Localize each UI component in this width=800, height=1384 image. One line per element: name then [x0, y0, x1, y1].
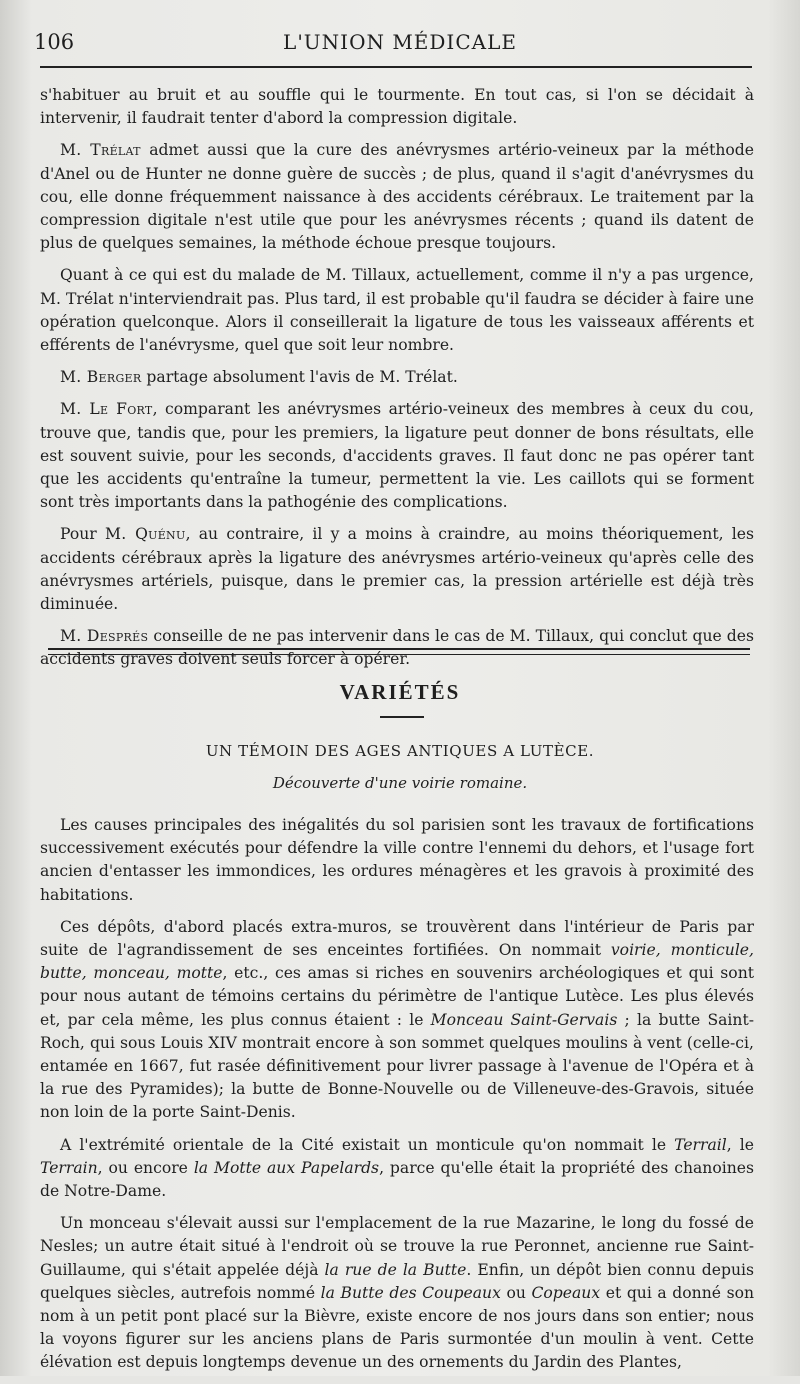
- running-title: L'UNION MÉDICALE: [283, 30, 517, 54]
- section-divider: [48, 648, 750, 655]
- article-text: [40, 814, 754, 1384]
- speaker-name: M. Trélat: [60, 141, 141, 160]
- paragraph: M. Després conseille de ne pas intervenir dans le cas de M. Tillaux, qui conclut que des accidents graves doivent seuls forcer à opérer.: [40, 627, 754, 669]
- article-title: UN TÉMOIN DES AGES ANTIQUES A LUTÈCE.: [205, 742, 595, 760]
- header-rule: [40, 66, 752, 68]
- paragraph: A l'extrémité orientale de la Cité existait un monticule qu'on nommait le Terrail, le Terrain, ou encore la Motte aux Papelards, parce qu'elle était la propriété des chanoines de Notre-Dame.: [40, 1135, 754, 1201]
- paragraph: Quant à ce qui est du malade de M. Tillaux, actuellement, comme il n'y a pas urgence, M. Trélat n'interviendrait pas. Plus tard, il est probable qu'il faudra se décider à faire une opération quelconque. Alors il conseillerait la ligature de tous les vaisseaux afférents et efférents de l'anévrysme, quel que soit leur nombre.: [40, 266, 754, 355]
- paragraph: Les causes principales des inégalités du sol parisien sont les travaux de fortifications successivement exécutés pour défendre la ville contre l'ennemi du dehors, et l'usage fort ancien d'entasser les immondices, les ordures ménagères et les gravois à proximité des habitations.: [40, 816, 754, 904]
- paragraph: s'habituer au bruit et au souffle qui le tourmente. En tout cas, si l'on se décidait à intervenir, il faudrait tenter d'abord la compression digitale.: [40, 86, 754, 128]
- section-heading: VARIÉTÉS: [339, 680, 461, 704]
- discussion-text: [40, 84, 754, 681]
- speaker-name: M. Després: [60, 627, 149, 646]
- speaker-name: M. Quénu: [105, 525, 186, 544]
- heading-rule: [380, 716, 424, 718]
- article-subtitle: Découverte d'une voirie romaine.: [272, 774, 528, 792]
- paragraph: Un monceau s'élevait aussi sur l'emplacement de la rue Mazarine, le long du fossé de Nesles; un autre était situé à l'endroit où se trouve la rue Peronnet, ancienne rue Saint-Guillaume, qui s'était appelée déjà la rue de la Butte. Enfin, un dépôt bien connu depuis quelques siècles, autrefois nommé la Butte des Coupeaux ou Copeaux et qui a donné son nom à un petit pont placé sur la Bièvre, existe encore de nos jours dans son entier; nous la voyons figurer sur les anciens plans de Paris surmontée d'un moulin à vent. Cette élévation est depuis longtemps devenue un des ornements du Jardin des Plantes,: [40, 1214, 754, 1372]
- paragraph: M. Le Fort, comparant les anévrysmes artério-veineux des membres à ceux du cou, trouve que, tandis que, pour les premiers, la ligature peut donner de bons résultats, elle est souvent suivie, pour les seconds, d'accidents graves. Il faut donc ne pas opérer tant que les accidents qu'entraîne la tumeur, permettent la vie. Les caillots qui se forment sont très importants dans la pathogénie des complications.: [40, 400, 754, 512]
- paragraph: Pour M. Quénu, au contraire, il y a moins à craindre, au moins théoriquement, les accidents cérébraux après la ligature des anévrysmes artério-veineux qu'après celle des anévrysmes artériels, puisque, dans le premier cas, la pression artérielle est déjà très diminuée.: [40, 525, 755, 614]
- speaker-name: M. Le Fort: [60, 400, 153, 419]
- paragraph: M. Berger partage absolument l'avis de M. Trélat.: [60, 368, 458, 387]
- paragraph: Ces dépôts, d'abord placés extra-muros, se trouvèrent dans l'intérieur de Paris par suite de l'agrandissement de ses enceintes fortifiées. On nommait voirie, monticule, butte, monceau, motte, etc., ces amas si riches en souvenirs archéologiques et qui sont pour nous autant de témoins certains du périmètre de l'antique Lutèce. Les plus élevés et, par cela même, les plus connus étaient : le Monceau Saint-Gervais ; la butte Saint-Roch, qui sous Louis XIV montrait encore à son sommet quelques moulins à vent (celle-ci, entamée en 1667, fut rasée définitivement pour livrer passage à l'avenue de l'Opéra et à la rue des Pyramides); la butte de Bonne-Nouvelle ou de Villeneuve-des-Gravois, située non loin de la porte Saint-Denis.: [40, 917, 754, 1122]
- paragraph: M. Trélat admet aussi que la cure des anévrysmes artério-veineux par la méthode d'Anel ou de Hunter ne donne guère de succès ; de plus, quand il s'agit d'anévrysmes du cou, elle donne fréquemment naissance à des accidents cérébraux. Le traitement par la compression digitale n'est utile que pour les anévrysmes récents ; quand ils datent de plus de quelques semaines, la méthode échoue presque toujours.: [40, 141, 754, 253]
- page-number: 106: [34, 30, 75, 54]
- speaker-name: M. Berger: [60, 368, 142, 387]
